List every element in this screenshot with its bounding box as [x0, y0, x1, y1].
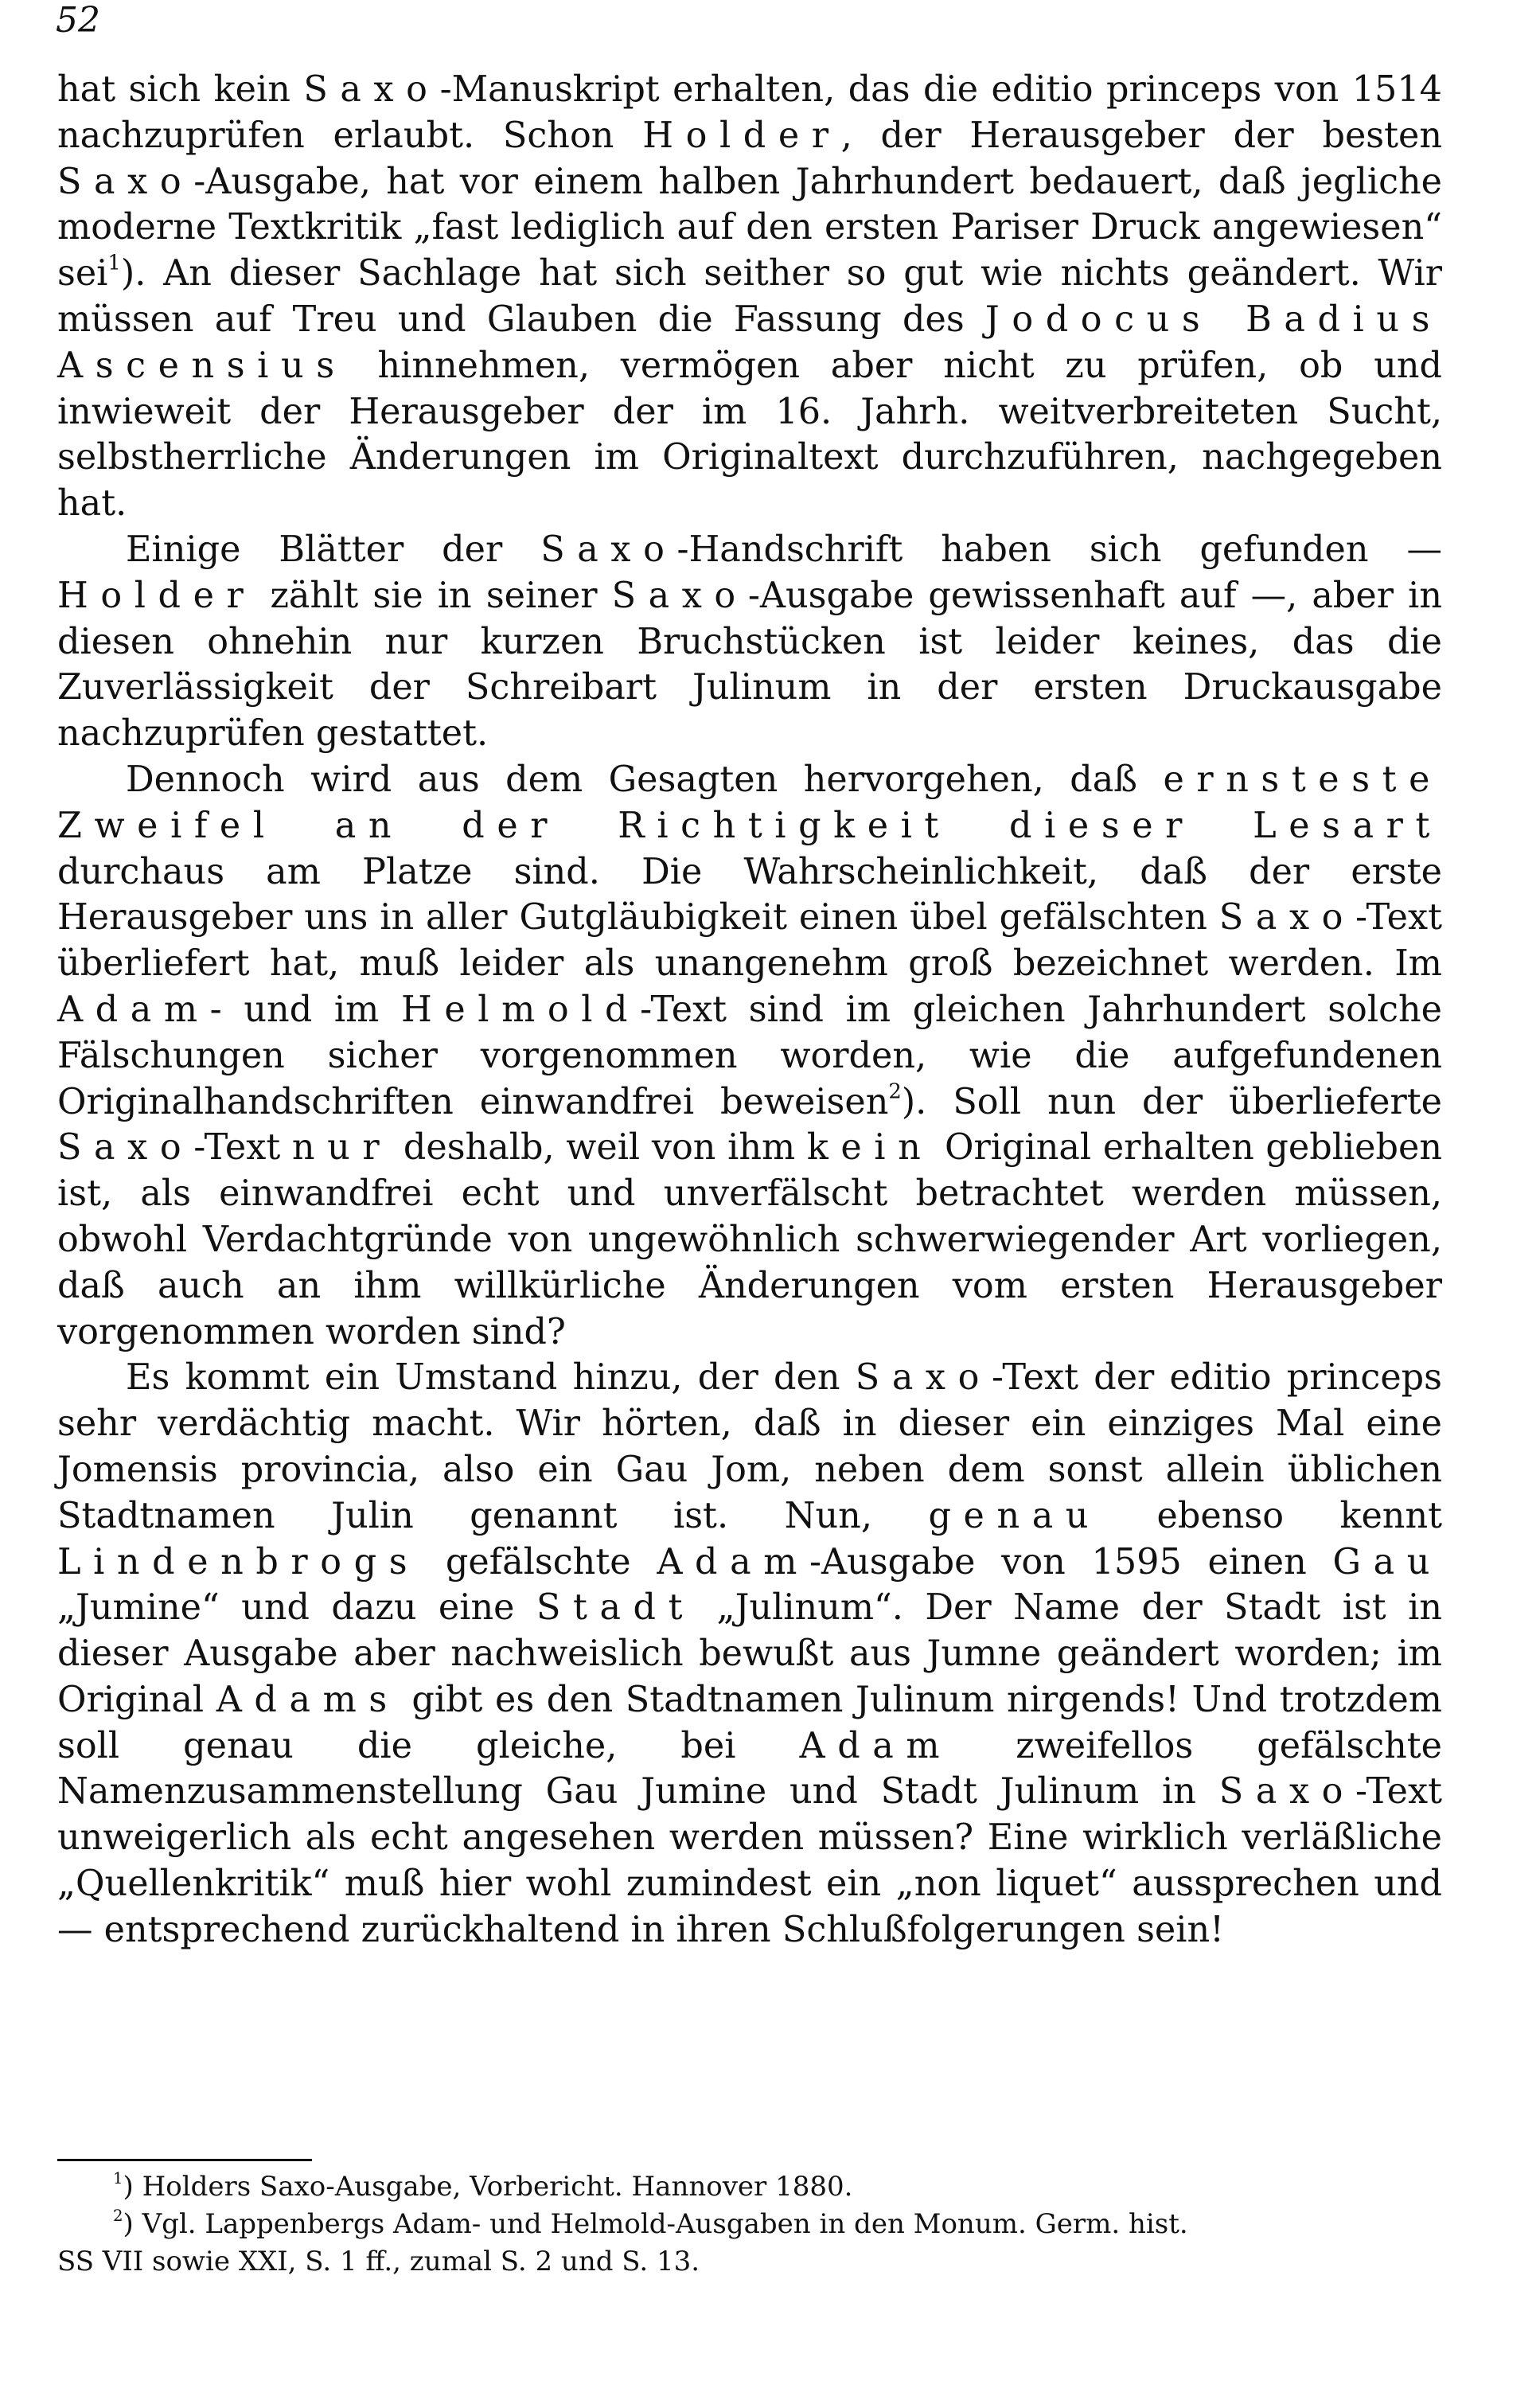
spaced-name: Holder	[57, 575, 256, 616]
text-run: Es kommt ein Umstand hinzu, der den	[126, 1357, 856, 1399]
text-run: ebenso kennt	[1101, 1495, 1442, 1536]
spaced-emphasis: Stadt	[536, 1587, 696, 1629]
footnote-text: ) Vgl. Lappenbergs Adam- und Helmold-Ausgaben in den Monum. Germ. hist.	[123, 2208, 1188, 2240]
spaced-name: Saxo	[57, 1127, 194, 1169]
footnote-text: SS VII sowie XXI, S. 1 ff., zumal S. 2 und S. 13.	[57, 2246, 700, 2277]
spaced-name: Adam	[657, 1541, 809, 1583]
text-run: Original erhalten geblieben ist, als einwandfrei echt und unverfälscht betrachtet werden müssen, obwohl Verdachtgründe von ungewöhnlich schwerwiegender Art vorliegen, daß auch an ihm willkürliche Änderungen vom ersten Herausgeber vorgenommen worden sind?	[57, 1127, 1442, 1352]
footnote-2	[57, 2206, 1442, 2243]
text-run: -Handschrift haben sich gefunden —	[676, 529, 1442, 570]
spaced-emphasis: ernsteste Zweifel an der Richtigkeit dieser Lesart	[57, 759, 1442, 846]
footnotes	[57, 2168, 1442, 2281]
spaced-name: Saxo	[611, 575, 748, 616]
text-run: durchaus am Platze sind. Die Wahrscheinlichkeit, daß der erste Herausgeber uns in aller Gutgläubigkeit einen übel gefälschten	[57, 851, 1442, 939]
text-run: „Jumine“ und dazu eine	[57, 1587, 536, 1629]
paragraph-3	[57, 757, 1442, 1355]
text-run: zählt sie in seiner	[255, 575, 612, 616]
spaced-emphasis: Gau	[1332, 1541, 1442, 1583]
footnote-1	[57, 2168, 1442, 2206]
spaced-name: Adams	[216, 1679, 400, 1720]
text-run: -Text	[193, 1127, 292, 1169]
text-run: -Ausgabe von 1595 einen	[809, 1541, 1333, 1583]
text-run: deshalb, weil von ihm	[392, 1127, 807, 1169]
spaced-name: Holder	[642, 115, 841, 156]
spaced-name: Adam	[57, 989, 210, 1030]
text-run: gefälschte	[419, 1541, 657, 1583]
paragraph-1	[57, 67, 1442, 527]
text-run: zweifellos gefälschte Namenzusammenstellung Gau Jumine und Stadt Julinum in	[57, 1725, 1442, 1813]
paragraph-2	[57, 527, 1442, 757]
spaced-name: Lindenbrogs	[57, 1541, 420, 1583]
text-run: -Text unweigerlich als echt angesehen werden müssen? Eine wirklich verläßliche „Quellenkritik“ muß hier wohl zumindest ein „non liquet“ aussprechen und — entsprechend zurückhaltend in ihren Schlußfolgerungen sein!	[57, 1771, 1442, 1950]
text-run: -Ausgabe gewissenhaft auf —, aber in diesen ohnehin nur kurzen Bruchstücken ist leider keines, das die Zuverlässigkeit der Schreibart Julinum in der ersten Druckausgabe nachzuprüfen gestattet.	[57, 575, 1442, 755]
text-run: ). An dieser Sachlage hat sich seither so gut wie nichts geändert. Wir müssen auf Treu und Glauben die Fassung des	[57, 253, 1442, 340]
paragraph-4	[57, 1355, 1442, 1953]
spaced-name: Saxo	[1218, 1771, 1355, 1813]
spaced-name: Saxo	[540, 529, 677, 570]
spaced-emphasis: genau	[928, 1495, 1101, 1536]
spaced-emphasis: nur	[291, 1127, 392, 1169]
text-run: -Text sind im gleichen Jahrhundert solche Fälschungen sicher vorgenommen worden, wie die aufgefundenen Originalhandschriften einwandfrei beweisen	[57, 989, 1442, 1122]
text-run: -Text überliefert hat, muß leider als unangenehm groß bezeichnet werden. Im	[57, 897, 1442, 985]
spaced-name: Saxo	[57, 161, 194, 202]
footnote-marker: 2	[113, 2207, 123, 2226]
text-run: ). Soll nun der überlieferte	[901, 1081, 1443, 1122]
text-run: , der Herausgeber der besten	[840, 115, 1442, 156]
footnote-ref-1: 1	[107, 251, 121, 275]
text-run: -Text der editio princeps sehr verdächtig macht. Wir hörten, daß in dieser ein einziges Mal eine Jomensis provincia, also ein Gau Jom, neben dem sonst allein üblichen Stadtnamen Julin genannt ist. Nun,	[57, 1357, 1442, 1536]
text-run: -Manuskript erhalten, das die editio princeps von 1514 nachzuprüfen erlaubt. Schon	[57, 69, 1442, 156]
spaced-name: Saxo	[303, 69, 440, 110]
text-run: -Ausgabe, hat vor einem halben Jahrhundert bedauert, daß jegliche moderne Textkritik „fast lediglich auf den ersten Pariser Druck angewiesen“ sei	[57, 161, 1442, 295]
footnote-marker: 1	[113, 2169, 123, 2188]
main-text	[57, 67, 1442, 1953]
footnote-divider	[57, 2159, 312, 2161]
footnote-ref-2: 2	[888, 1079, 902, 1104]
text-run: Einige Blätter der	[126, 529, 541, 570]
text-run: hinnehmen, vermögen aber nicht zu prüfen, ob und inwieweit der Herausgeber der im 16. Jahrh. weitverbreiteten Sucht, selbstherrliche Änderungen im Originaltext durchzuführen, nachgegeben hat.	[57, 345, 1442, 525]
spaced-name: Adam	[799, 1725, 953, 1766]
spaced-name: Helmold	[400, 989, 641, 1030]
text-run: „Julinum“. Der Name der Stadt ist in dieser Ausgabe aber nachweislich bewußt aus Jumne geändert worden; im Original	[57, 1587, 1442, 1720]
spaced-name: Jodocus Badius Ascensius	[57, 299, 1442, 386]
text-run: hat sich kein	[57, 69, 304, 110]
spaced-name: Saxo	[1218, 897, 1355, 939]
text-run: - und im	[209, 989, 401, 1030]
spaced-name: Saxo	[855, 1357, 992, 1399]
page-number: 52	[56, 0, 100, 41]
footnote-text: ) Holders Saxo-Ausgabe, Vorbericht. Hannover 1880.	[123, 2171, 853, 2203]
spaced-emphasis: kein	[806, 1127, 934, 1169]
text-run: Dennoch wird aus dem Gesagten hervorgehen, daß	[126, 759, 1164, 800]
text-run: gibt es den Stadtnamen Julinum nirgends! Und trotzdem soll genau die gleiche, bei	[57, 1679, 1442, 1766]
footnote-2-continuation	[57, 2243, 1442, 2281]
